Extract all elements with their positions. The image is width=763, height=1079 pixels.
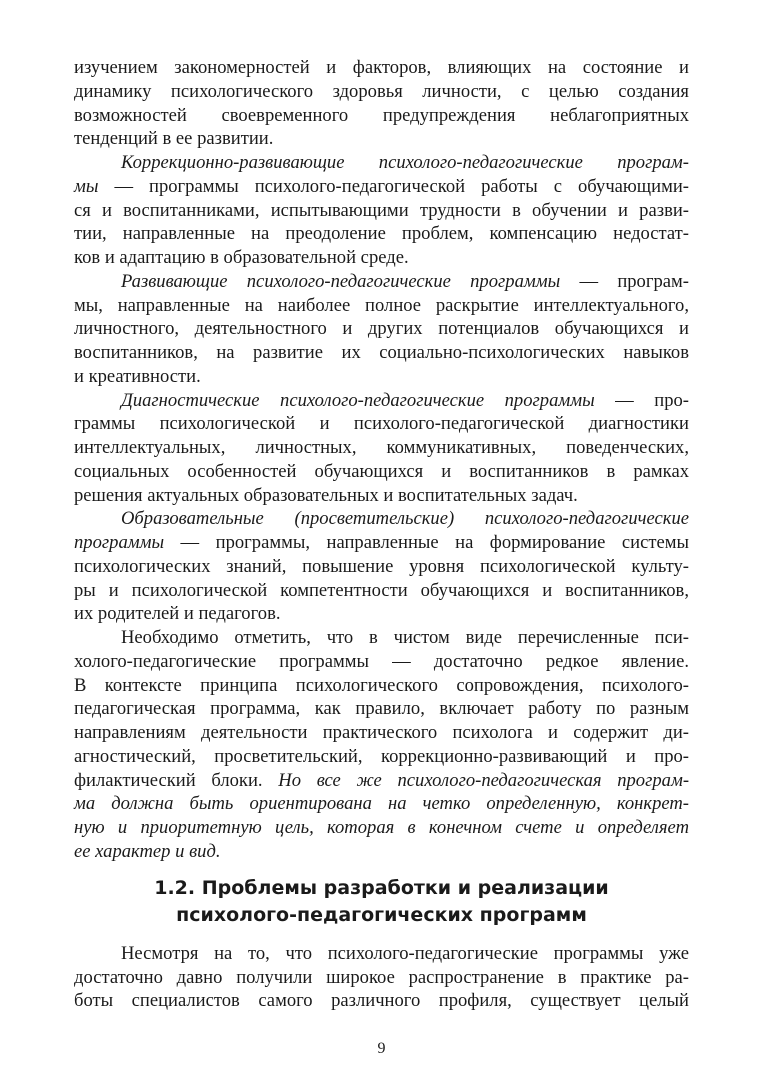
- text-line: Несмотря на то, что психолого-педагогические программы уже: [121, 943, 689, 964]
- text-line: Образовательные (просветительские) психолого-педагогические: [121, 508, 689, 529]
- text-line: Коррекционно-развивающие психолого-педагогические програм-: [121, 152, 689, 173]
- page-number: 9: [377, 1040, 386, 1057]
- text-line: направлениям деятельности практического психолога и содержит ди-: [74, 722, 689, 743]
- text-line: мы — программы психолого-педагогической работы с обучающими-: [74, 176, 689, 197]
- text-line: ся и воспитанниками, испытывающими трудности в обучении и разви-: [74, 200, 689, 221]
- text-line: мы, направленные на наиболее полное раскрытие интеллектуального,: [74, 295, 689, 316]
- text-line: их родителей и педагогов.: [74, 603, 281, 624]
- text-line: ков и адаптацию в образовательной среде.: [74, 247, 409, 268]
- text-line: ную и приоритетную цель, которая в конечном счете и определяет: [74, 817, 689, 838]
- text-line: Необходимо отметить, что в чистом виде перечисленные пси-: [121, 627, 689, 648]
- text-line: В контексте принципа психологического сопровождения, психолого-: [74, 675, 689, 696]
- text-line: боты специалистов самого различного профиля, существует целый: [74, 990, 689, 1011]
- text-line: динамику психологического здоровья личности, с целью создания: [74, 81, 689, 102]
- section-heading: психолого-педагогических программ: [176, 904, 587, 926]
- text-line: психологических знаний, повышение уровня психологической культу-: [74, 556, 689, 577]
- text-line: достаточно давно получили широкое распространение в практике ра-: [74, 967, 689, 988]
- text-line: агностический, просветительский, коррекционно-развивающий и про-: [74, 746, 689, 767]
- text-line: интеллектуальных, личностных, коммуникативных, поведенческих,: [74, 437, 689, 458]
- text-line: тенденций в ее развитии.: [74, 128, 274, 149]
- text-line: социальных особенностей обучающихся и воспитанников в рамках: [74, 461, 689, 482]
- text-line: ее характер и вид.: [74, 841, 221, 862]
- text-line: ма должна быть ориентирована на четко определенную, конкрет-: [74, 793, 689, 814]
- text-line: педагогическая программа, как правило, включает работу по разным: [74, 698, 689, 719]
- text-line: Развивающие психолого-педагогические программы — програм-: [121, 271, 689, 292]
- text-line: возможностей своевременного предупреждения неблагоприятных: [74, 105, 689, 126]
- text-line: ры и психологической компетентности обучающихся и воспитанников,: [74, 580, 689, 601]
- section-heading: 1.2. Проблемы разработки и реализации: [154, 877, 609, 899]
- text-line: и креативности.: [74, 366, 201, 387]
- text-line: Диагностические психолого-педагогические программы — про-: [121, 390, 689, 411]
- text-line: филактический блоки. Но все же психолого-педагогическая програм-: [74, 770, 690, 791]
- text-line: тии, направленные на преодоление проблем, компенсацию недостат-: [74, 223, 689, 244]
- text-line: изучением закономерностей и факторов, влияющих на состояние и: [74, 57, 689, 78]
- text-line: программы — программы, направленные на формирование системы: [74, 532, 689, 553]
- text-line: граммы психологической и психолого-педагогической диагностики: [74, 413, 689, 434]
- text-line: холого-педагогические программы — достаточно редкое явление.: [74, 651, 689, 672]
- text-line: решения актуальных образовательных и воспитательных задач.: [74, 485, 578, 506]
- text-line: личностного, деятельностного и других потенциалов обучающихся и: [74, 318, 689, 339]
- text-line: воспитанников, на развитие их социально-психологических навыков: [74, 342, 689, 363]
